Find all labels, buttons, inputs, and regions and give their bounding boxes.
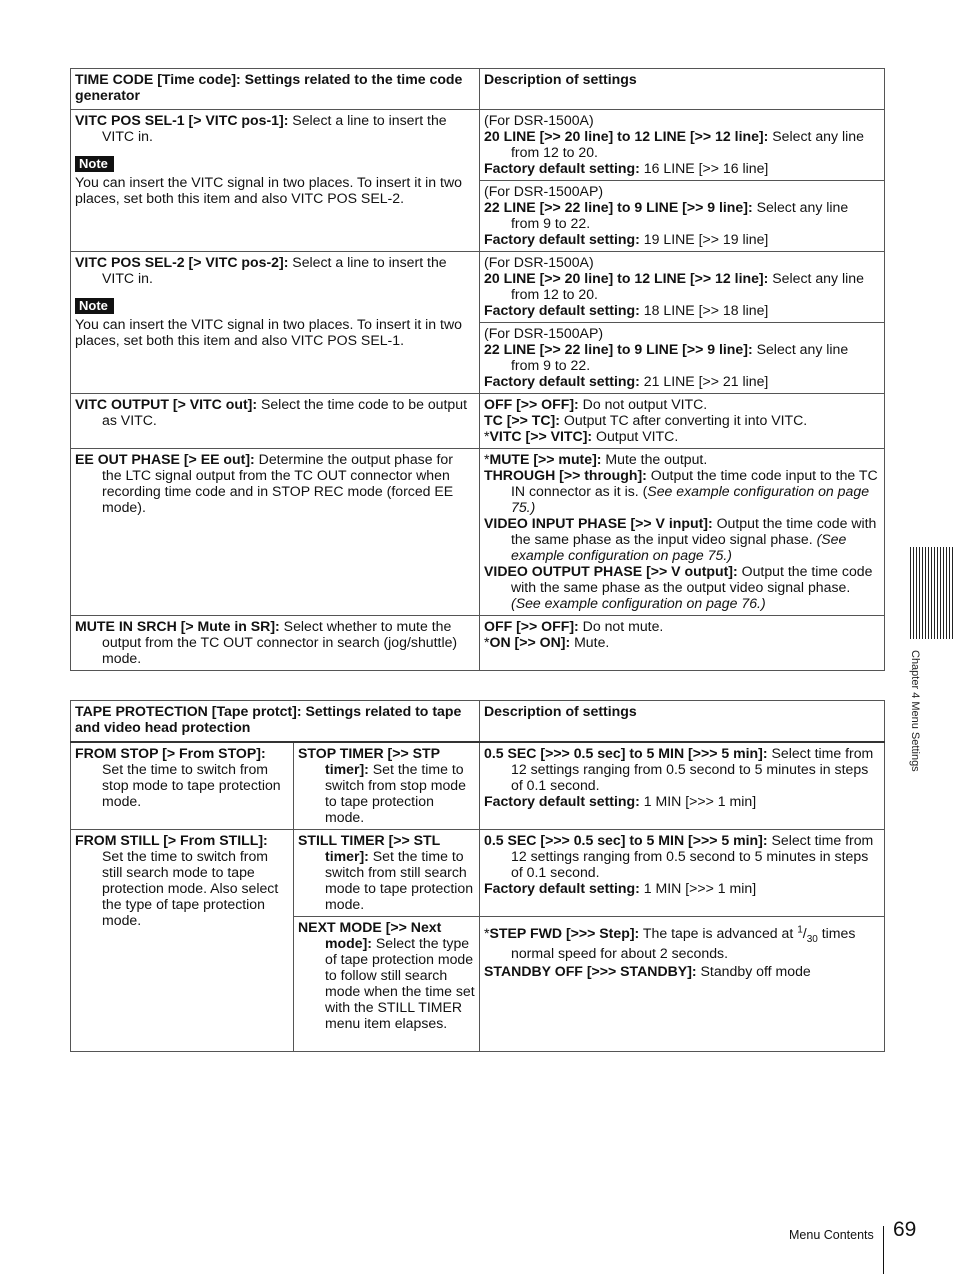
mute-in-srch-cell xyxy=(71,616,480,671)
item-name: FROM STOP [> From STOP]: xyxy=(75,745,266,761)
from-stop-cell xyxy=(71,742,294,830)
default-marker: * xyxy=(484,451,490,467)
tape-protection-settings-table xyxy=(70,700,885,1052)
table-row xyxy=(71,830,885,917)
table-row xyxy=(71,394,885,449)
default-marker: * xyxy=(484,634,490,650)
option: STANDBY OFF [>>> STANDBY]: Standby off mode xyxy=(484,963,811,979)
model-label: (For DSR-1500A) xyxy=(484,112,594,128)
range-setting: 0.5 SEC [>>> 0.5 sec] to 5 MIN [>>> 5 min]: Select time from 12 settings ranging from 0.5 second to 5 minutes in steps of 0.1 second. xyxy=(484,832,874,880)
still-timer-options xyxy=(480,830,885,917)
vitc-output-cell xyxy=(71,394,480,449)
default-marker: * xyxy=(484,428,490,444)
sub-item-desc: Set the time to switch from still search mode to tape protection mode. xyxy=(325,848,474,912)
option: OFF [>> OFF]: Do not mute. xyxy=(484,618,664,634)
option: VIDEO INPUT PHASE [>> V input]: Output the time code with the same phase as the input video signal phase. (See example configuration on page 75.) xyxy=(484,515,877,563)
item-name: MUTE IN SRCH [> Mute in SR]: xyxy=(75,618,280,634)
sub-item-desc: Set the time to switch from stop mode to tape protection mode. xyxy=(325,761,466,825)
header-setting-cell: TIME CODE [Time code]: Settings related to the time code generator xyxy=(71,69,480,110)
vitc-pos-sel2-cell xyxy=(71,252,480,394)
footer-divider xyxy=(883,1226,884,1274)
default-setting: Factory default setting: 1 MIN [>>> 1 min] xyxy=(484,880,757,896)
model-label: (For DSR-1500A) xyxy=(484,254,594,270)
default-setting: Factory default setting: 19 LINE [>> 19 line] xyxy=(484,231,769,247)
option: TC [>> TC]: Output TC after converting it into VITC. xyxy=(484,412,808,428)
time-code-settings-table xyxy=(70,68,885,671)
next-mode-options xyxy=(480,917,885,1052)
note-badge: Note xyxy=(75,156,114,172)
mute-in-srch-options xyxy=(480,616,885,671)
sub-item-name: STOP TIMER [>> STP timer]: xyxy=(298,745,440,777)
footer-section-label: Menu Contents xyxy=(789,1228,874,1242)
next-mode-cell xyxy=(294,917,480,1052)
note-text: You can insert the VITC signal in two places. To insert it in two places, set both this item and also VITC POS SEL-1. xyxy=(75,316,462,348)
table-header-row xyxy=(71,69,885,110)
default-setting: Factory default setting: 18 LINE [>> 18 line] xyxy=(484,302,769,318)
vitc-output-options xyxy=(480,394,885,449)
header-description-cell: Description of settings xyxy=(480,69,885,110)
from-still-cell xyxy=(71,830,294,1052)
model-label: (For DSR-1500AP) xyxy=(484,325,604,341)
range-setting: 22 LINE [>> 22 line] to 9 LINE [>> 9 line]: Select any line from 9 to 22. xyxy=(484,341,849,373)
ee-out-phase-options xyxy=(480,449,885,616)
range-setting: 0.5 SEC [>>> 0.5 sec] to 5 MIN [>>> 5 min]: Select time from 12 settings ranging from 0.5 second to 5 minutes in steps of 0.1 second. xyxy=(484,745,874,793)
option: *VITC [>> VITC]: Output VITC. xyxy=(484,428,679,444)
page-number: 69 xyxy=(893,1218,917,1241)
table-header-row xyxy=(71,701,885,743)
option: OFF [>> OFF]: Do not output VITC. xyxy=(484,396,708,412)
table-row xyxy=(71,110,885,181)
vitc-pos-sel1-a-cell xyxy=(480,110,885,181)
note-badge: Note xyxy=(75,298,114,314)
table-row xyxy=(71,616,885,671)
sub-item-name: NEXT MODE [>> Next mode]: xyxy=(298,919,442,951)
option: *STEP FWD [>>> Step]: The tape is advanced at $^1/_{30}$ times normal speed for about 2 seconds. xyxy=(484,924,856,961)
default-setting: Factory default setting: 1 MIN [>>> 1 min] xyxy=(484,793,757,809)
range-setting: 20 LINE [>> 20 line] to 12 LINE [>> 12 line]: Select any line from 12 to 20. xyxy=(484,128,864,160)
vitc-pos-sel2-desc xyxy=(75,254,475,286)
item-name: VITC POS SEL-2 [> VITC pos-2]: xyxy=(75,254,289,270)
item-desc: Set the time to switch from still search mode to tape protection mode. Also select the type of tape protection mode. xyxy=(102,848,279,928)
default-setting: Factory default setting: 21 LINE [>> 21 line] xyxy=(484,373,769,389)
item-name: VITC POS SEL-1 [> VITC pos-1]: xyxy=(75,112,289,128)
item-desc: Select a line to insert the VITC in. xyxy=(102,254,447,286)
default-marker: * xyxy=(484,925,490,941)
option: *ON [>> ON]: Mute. xyxy=(484,634,610,650)
stop-timer-cell xyxy=(294,742,480,830)
item-desc: Select whether to mute the output from the TC OUT connector in search (jog/shuttle) mode. xyxy=(102,618,458,666)
sub-item-name: STILL TIMER [>> STL timer]: xyxy=(298,832,440,864)
item-desc: Determine the output phase for the LTC signal output from the TC OUT connector when recording time code and in STOP REC mode (forced EE mode). xyxy=(102,451,454,515)
item-desc: Set the time to switch from stop mode to tape protection mode. xyxy=(102,761,281,809)
ee-out-phase-cell xyxy=(71,449,480,616)
note-text: You can insert the VITC signal in two places. To insert it in two places, set both this item and also VITC POS SEL-2. xyxy=(75,174,462,206)
stop-timer-options xyxy=(480,742,885,830)
vitc-pos-sel2-a-cell xyxy=(480,252,885,323)
item-name: FROM STILL [> From STILL]: xyxy=(75,832,268,848)
option: *MUTE [>> mute]: Mute the output. xyxy=(484,451,708,467)
table-row xyxy=(71,449,885,616)
range-setting: 20 LINE [>> 20 line] to 12 LINE [>> 12 line]: Select any line from 12 to 20. xyxy=(484,270,864,302)
chapter-label-text: Chapter 4 Menu Settings xyxy=(909,650,921,772)
option: VIDEO OUTPUT PHASE [>> V output]: Output the time code with the same phase as the output video signal phase. (See example configuration on page 76.) xyxy=(484,563,873,611)
vitc-pos-sel2-ap-cell xyxy=(480,323,885,394)
header-description-cell: Description of settings xyxy=(480,701,885,743)
item-desc: Select a line to insert the VITC in. xyxy=(102,112,447,144)
item-name: VITC OUTPUT [> VITC out]: xyxy=(75,396,258,412)
sub-item-desc: Select the type of tape protection mode to follow still search mode when the time set with the STILL TIMER menu item elapses. xyxy=(325,935,475,1031)
chapter-side-label xyxy=(905,650,929,790)
chapter-thumb-index xyxy=(910,547,954,639)
vitc-pos-sel1-ap-cell xyxy=(480,181,885,252)
still-timer-cell xyxy=(294,830,480,917)
model-label: (For DSR-1500AP) xyxy=(484,183,604,199)
header-setting-cell: TAPE PROTECTION [Tape protct]: Settings related to tape and video head protection xyxy=(71,701,480,743)
vitc-pos-sel1-cell xyxy=(71,110,480,252)
vitc-pos-sel1-desc xyxy=(75,112,475,144)
item-name: EE OUT PHASE [> EE out]: xyxy=(75,451,255,467)
table-row xyxy=(71,252,885,323)
table-row xyxy=(71,742,885,830)
range-setting: 22 LINE [>> 22 line] to 9 LINE [>> 9 line]: Select any line from 9 to 22. xyxy=(484,199,849,231)
default-setting: Factory default setting: 16 LINE [>> 16 line] xyxy=(484,160,769,176)
item-desc: Select the time code to be output as VITC. xyxy=(102,396,468,428)
option: THROUGH [>> through]: Output the time code input to the TC IN connector as it is. (See example configuration on page 75.) xyxy=(484,467,878,515)
